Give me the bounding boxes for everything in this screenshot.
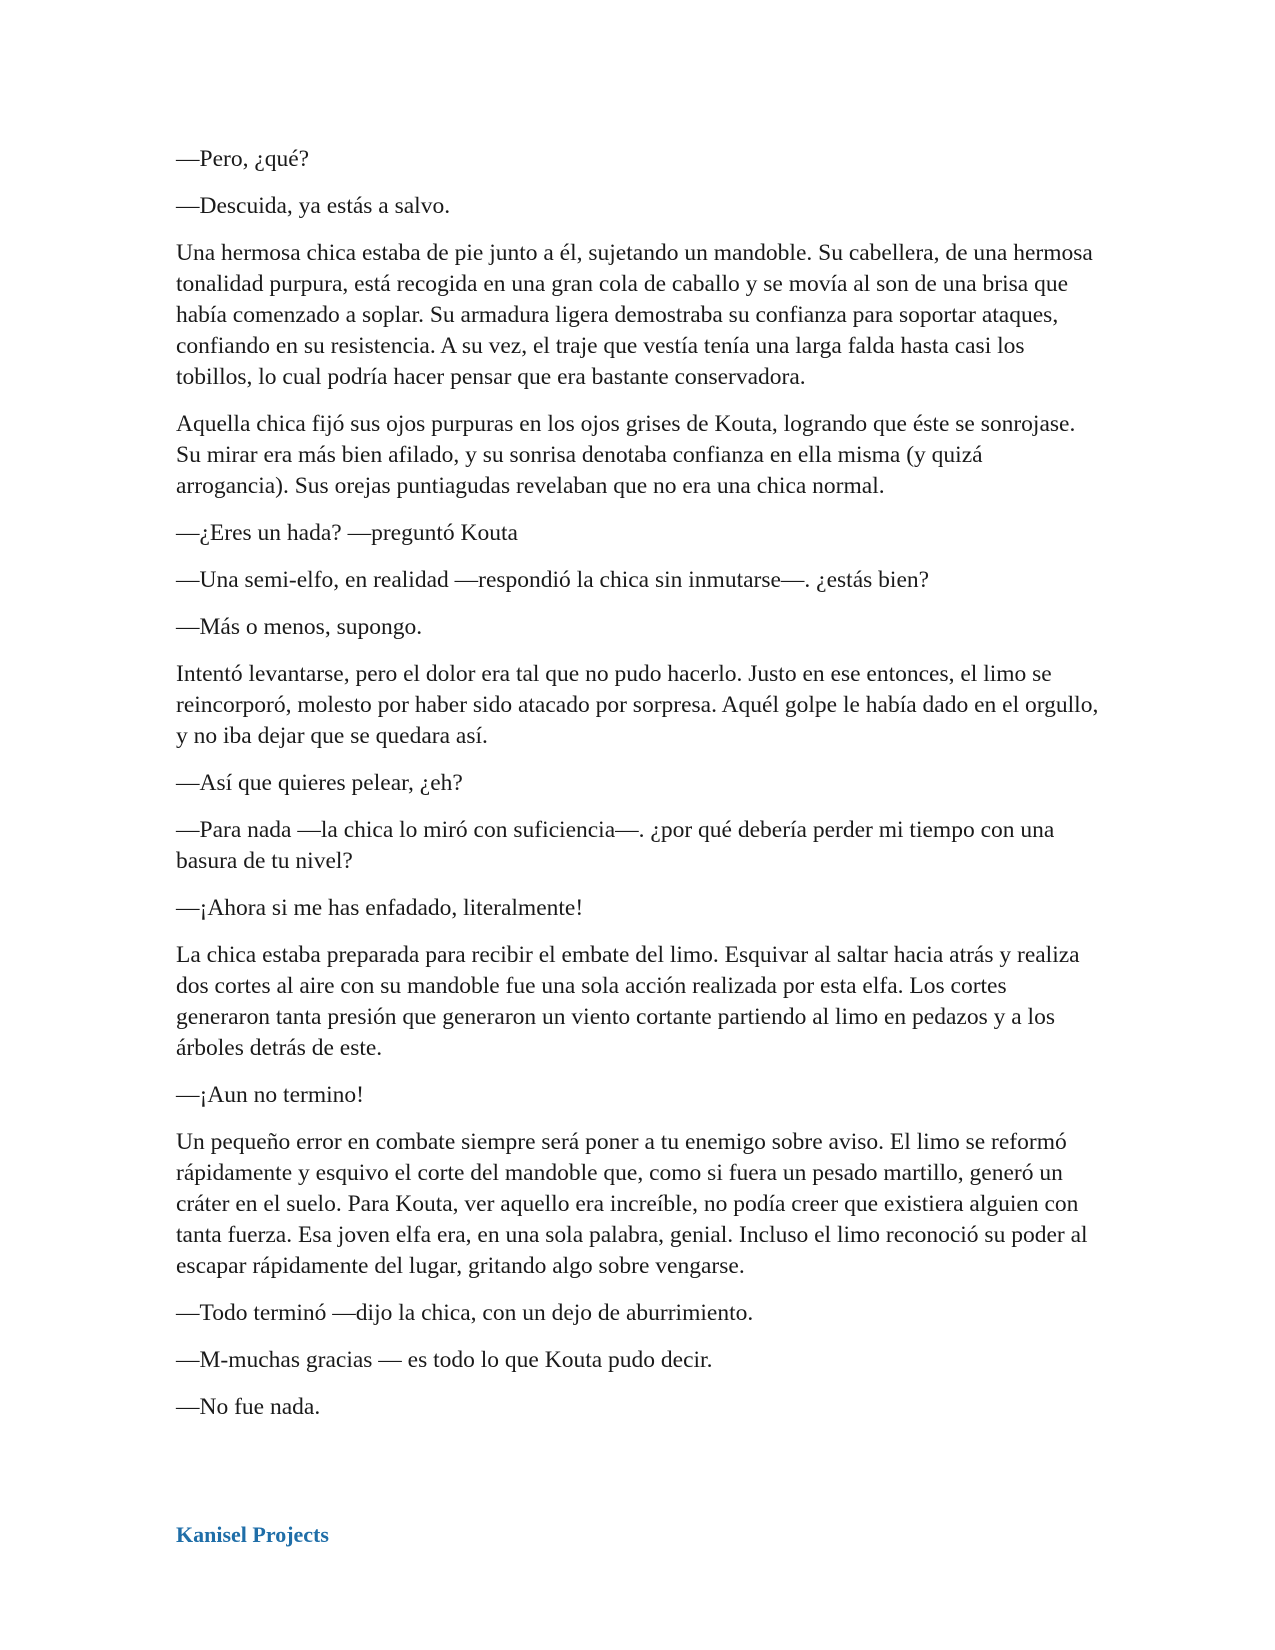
paragraph-5: —¿Eres un hada? —preguntó Kouta [176, 520, 518, 546]
footer-publisher: Kanisel Projects [176, 1522, 329, 1547]
paragraph-12: La chica estaba preparada para recibir el embate del limo. Esquivar al saltar hacia atrás y realiza dos cortes al aire con su mandoble fue una sola acción realizada por esta elfa. Los cortes generaron tanta presión que generaron un viento cortante partiendo al limo en pedazos y a los árboles detrás de este. [176, 942, 1080, 1061]
paragraph-6: —Una semi-elfo, en realidad —respondió la chica sin inmutarse—. ¿estás bien? [176, 567, 930, 593]
paragraph-10: —Para nada —la chica lo miró con suficiencia—. ¿por qué debería perder mi tiempo con una basura de tu nivel? [176, 817, 1055, 874]
paragraph-15: —Todo terminó —dijo la chica, con un dejo de aburrimiento. [176, 1300, 754, 1326]
paragraph-16: —M-muchas gracias — es todo lo que Kouta pudo decir. [176, 1347, 713, 1373]
body-text [176, 144, 1101, 1439]
paragraph-1: —Pero, ¿qué? [176, 146, 310, 172]
paragraph-13: —¡Aun no termino! [176, 1082, 364, 1108]
paragraph-2: —Descuida, ya estás a salvo. [176, 193, 451, 219]
paragraph-4: Aquella chica fijó sus ojos purpuras en los ojos grises de Kouta, logrando que éste se sonrojase. Su mirar era más bien afilado, y su sonrisa denotaba confianza en ella misma (y quizá arrogancia). Sus orejas puntiagudas revelaban que no era una chica normal. [176, 411, 1076, 499]
paragraph-9: —Así que quieres pelear, ¿eh? [176, 770, 463, 796]
paragraph-7: —Más o menos, supongo. [176, 614, 423, 640]
paragraph-14: Un pequeño error en combate siempre será poner a tu enemigo sobre aviso. El limo se reformó rápidamente y esquivo el corte del mandoble que, como si fuera un pesado martillo, generó un cráter en el suelo. Para Kouta, ver aquello era increíble, no podía creer que existiera alguien con tanta fuerza. Esa joven elfa era, en una sola palabra, genial. Incluso el limo reconoció su poder al escapar rápidamente del lugar, gritando algo sobre vengarse. [176, 1129, 1088, 1279]
paragraph-8: Intentó levantarse, pero el dolor era tal que no pudo hacerlo. Justo en ese entonces, el limo se reincorporó, molesto por haber sido atacado por sorpresa. Aquél golpe le había dado en el orgullo, y no iba dejar que se quedara así. [176, 661, 1099, 749]
paragraph-17: —No fue nada. [176, 1394, 321, 1420]
paragraph-3: Una hermosa chica estaba de pie junto a él, sujetando un mandoble. Su cabellera, de una hermosa tonalidad purpura, está recogida en una gran cola de caballo y se movía al son de una brisa que había comenzado a soplar. Su armadura ligera demostraba su confianza para soportar ataques, confiando en su resistencia. A su vez, el traje que vestía tenía una larga falda hasta casi los tobillos, lo cual podría hacer pensar que era bastante conservadora. [176, 240, 1093, 390]
paragraph-11: —¡Ahora si me has enfadado, literalmente! [176, 895, 584, 921]
